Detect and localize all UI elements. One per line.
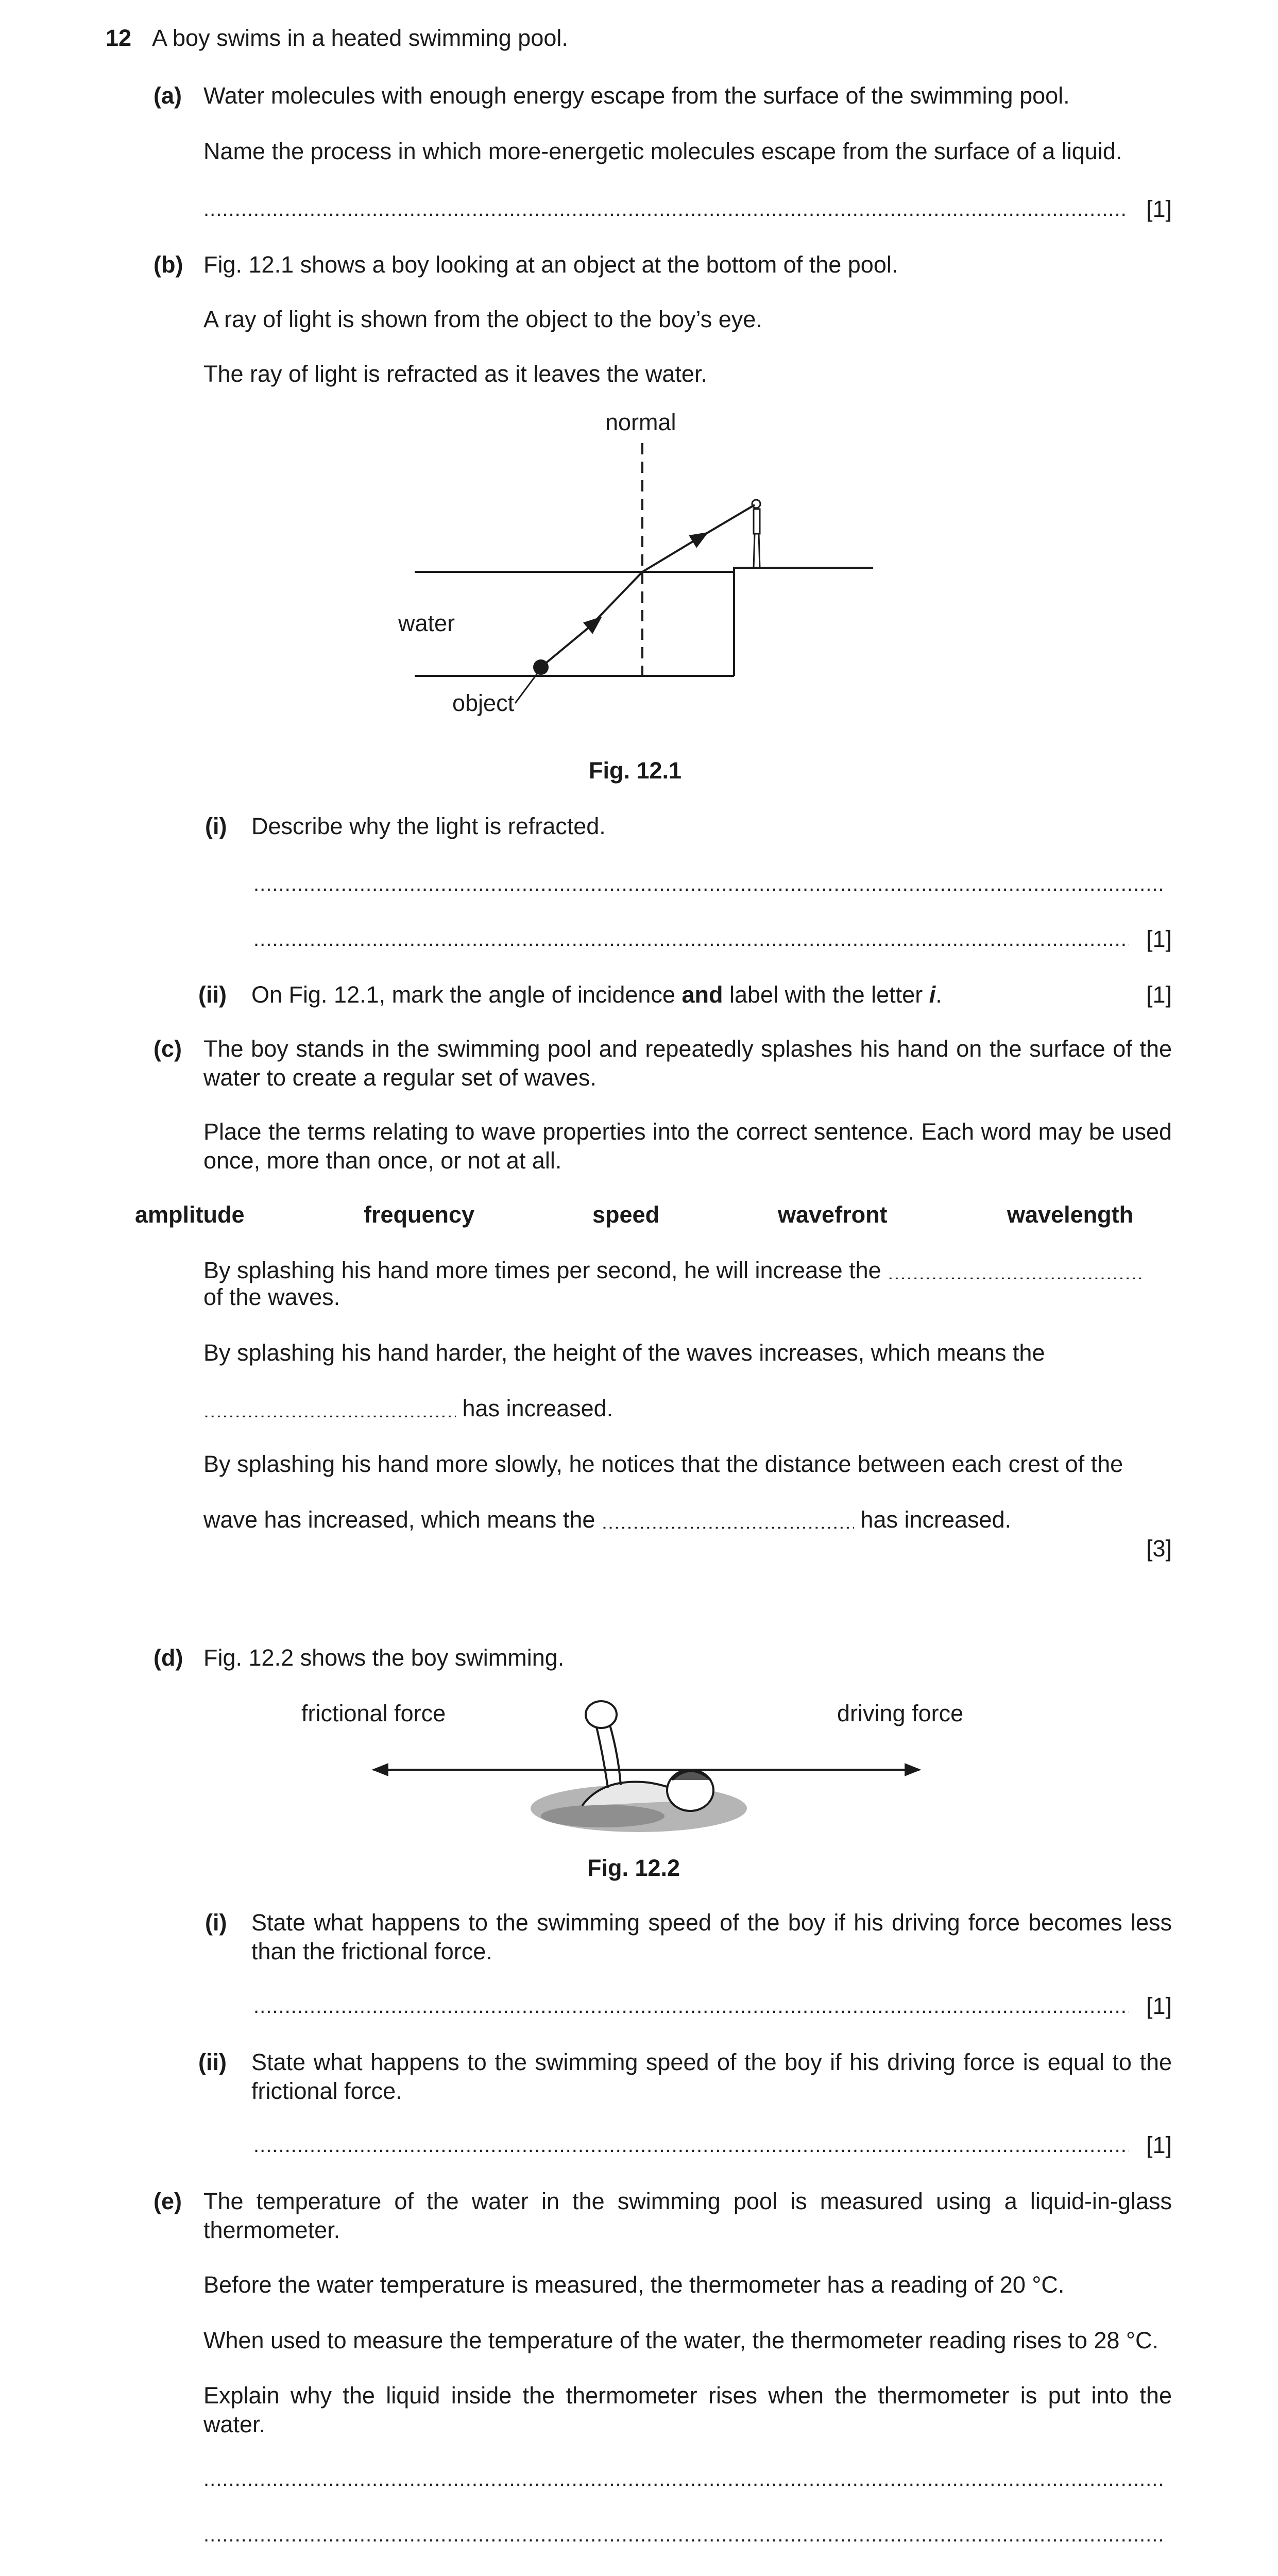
part-b-i-text: Describe why the light is refracted.: [251, 813, 606, 839]
part-b-ii-text: On Fig. 12.1, mark the angle of incidence and label with the letter i.: [251, 981, 942, 1008]
part-d-ii-mark: [1]: [1146, 2132, 1172, 2158]
fig-12-2-caption: Fig. 12.2: [587, 1855, 680, 1881]
ray-in-air: [695, 505, 755, 540]
label-object: object: [452, 690, 515, 716]
object-dot: [533, 659, 549, 675]
part-e-text3: When used to measure the temperature of the water, the thermometer reading rises to 28 °C.: [203, 2327, 1158, 2353]
term-frequency: frequency: [364, 1201, 475, 1228]
label-frictional-force: frictional force: [301, 1700, 446, 1726]
part-b-ii-label: (ii): [198, 981, 227, 1008]
sentence-1-end: of the waves.: [203, 1284, 340, 1310]
label-normal: normal: [605, 409, 676, 435]
part-b-text2: A ray of light is shown from the object to the boy’s eye.: [203, 306, 762, 332]
boy-figure: [752, 500, 760, 568]
term-amplitude: amplitude: [135, 1201, 245, 1228]
sentence-2-end: ..... has increased.: [203, 1394, 613, 1423]
blank-1[interactable]: [888, 1259, 1143, 1279]
part-e-text1: The temperature of the water in the swimming pool is measured using a liquid-in-glass thermometer.: [203, 2188, 1172, 2243]
part-e-text2: Before the water temperature is measured, the thermometer has a reading of 20 °C.: [203, 2272, 1065, 2298]
part-b-i-label: (i): [205, 813, 227, 839]
answer-line-b-i-1[interactable]: [253, 870, 1165, 899]
part-b-text3: The ray of light is refracted as it leaves the water.: [203, 361, 707, 387]
term-wavefront: wavefront: [778, 1201, 888, 1228]
part-b-text1: Fig. 12.1 shows a boy looking at an object at the bottom of the pool.: [203, 251, 898, 278]
answer-line-d-i[interactable]: [253, 1992, 1129, 2021]
answer-line-a[interactable]: [203, 195, 1126, 224]
blank-3[interactable]: [602, 1508, 854, 1529]
term-wavelength: wavelength: [1007, 1201, 1134, 1228]
part-d-text: Fig. 12.2 shows the boy swimming.: [203, 1645, 565, 1671]
label-water: water: [398, 610, 455, 636]
sentence-2: By splashing his hand harder, the height of the waves increases, which means the: [203, 1340, 1045, 1366]
ray-in-water: [590, 572, 642, 626]
part-c-text1: The boy stands in the swimming pool and repeatedly splashes his hand on the surface of the water to create a regular set of waves.: [203, 1036, 1172, 1091]
answer-line-e-1[interactable]: [203, 2465, 1165, 2494]
part-a-label: (a): [154, 82, 182, 109]
answer-line-d-ii[interactable]: [253, 2131, 1129, 2160]
part-d-i-label: (i): [205, 1909, 227, 1936]
part-c-label: (c): [154, 1036, 182, 1062]
part-e-text4: Explain why the liquid inside the thermometer rises when the thermometer is put into the water.: [203, 2382, 1172, 2437]
part-b-label: (b): [154, 251, 183, 278]
question-number: 12: [106, 25, 132, 51]
sentence-1: By splashing his hand more times per second, he will increase the .....: [203, 1256, 1143, 1285]
part-a-text1: Water molecules with enough energy escape from the surface of the swimming pool.: [203, 82, 1070, 109]
sentence-3-end: wave has increased, which means the ..... has increased.: [203, 1505, 1011, 1534]
blank-2[interactable]: [203, 1397, 456, 1417]
term-speed: speed: [592, 1201, 660, 1228]
fig-12-1-caption: Fig. 12.1: [589, 757, 682, 784]
part-a-mark: [1]: [1146, 196, 1172, 222]
part-c-mark: [3]: [1146, 1535, 1172, 1562]
part-d-i-text: State what happens to the swimming speed of the boy if his driving force becomes less than the frictional force.: [251, 1909, 1172, 1964]
part-d-ii-label: (ii): [198, 2049, 227, 2075]
part-d-label: (d): [154, 1645, 183, 1671]
swimmer-figure: [582, 1701, 713, 1811]
part-b-ii-mark: [1]: [1146, 981, 1172, 1008]
sentence-3: By splashing his hand more slowly, he notices that the distance between each crest of the: [203, 1451, 1123, 1477]
label-driving-force: driving force: [837, 1700, 964, 1726]
part-a-text2: Name the process in which more-energetic molecules escape from the surface of a liquid.: [203, 138, 1122, 164]
part-e-label: (e): [154, 2188, 182, 2214]
part-b-i-mark: [1]: [1146, 926, 1172, 952]
answer-line-b-i-2[interactable]: [253, 925, 1129, 954]
part-d-i-mark: [1]: [1146, 1993, 1172, 2019]
answer-line-e-2[interactable]: [203, 2520, 1165, 2549]
question-intro: A boy swims in a heated swimming pool.: [152, 25, 568, 51]
part-d-ii-text: State what happens to the swimming speed of the boy if his driving force is equal to the frictional force.: [251, 2049, 1172, 2104]
figure-12-1: [391, 407, 886, 737]
part-c-text2: Place the terms relating to wave properties into the correct sentence. Each word may be used once, more than once, or not at all.: [203, 1118, 1172, 1174]
